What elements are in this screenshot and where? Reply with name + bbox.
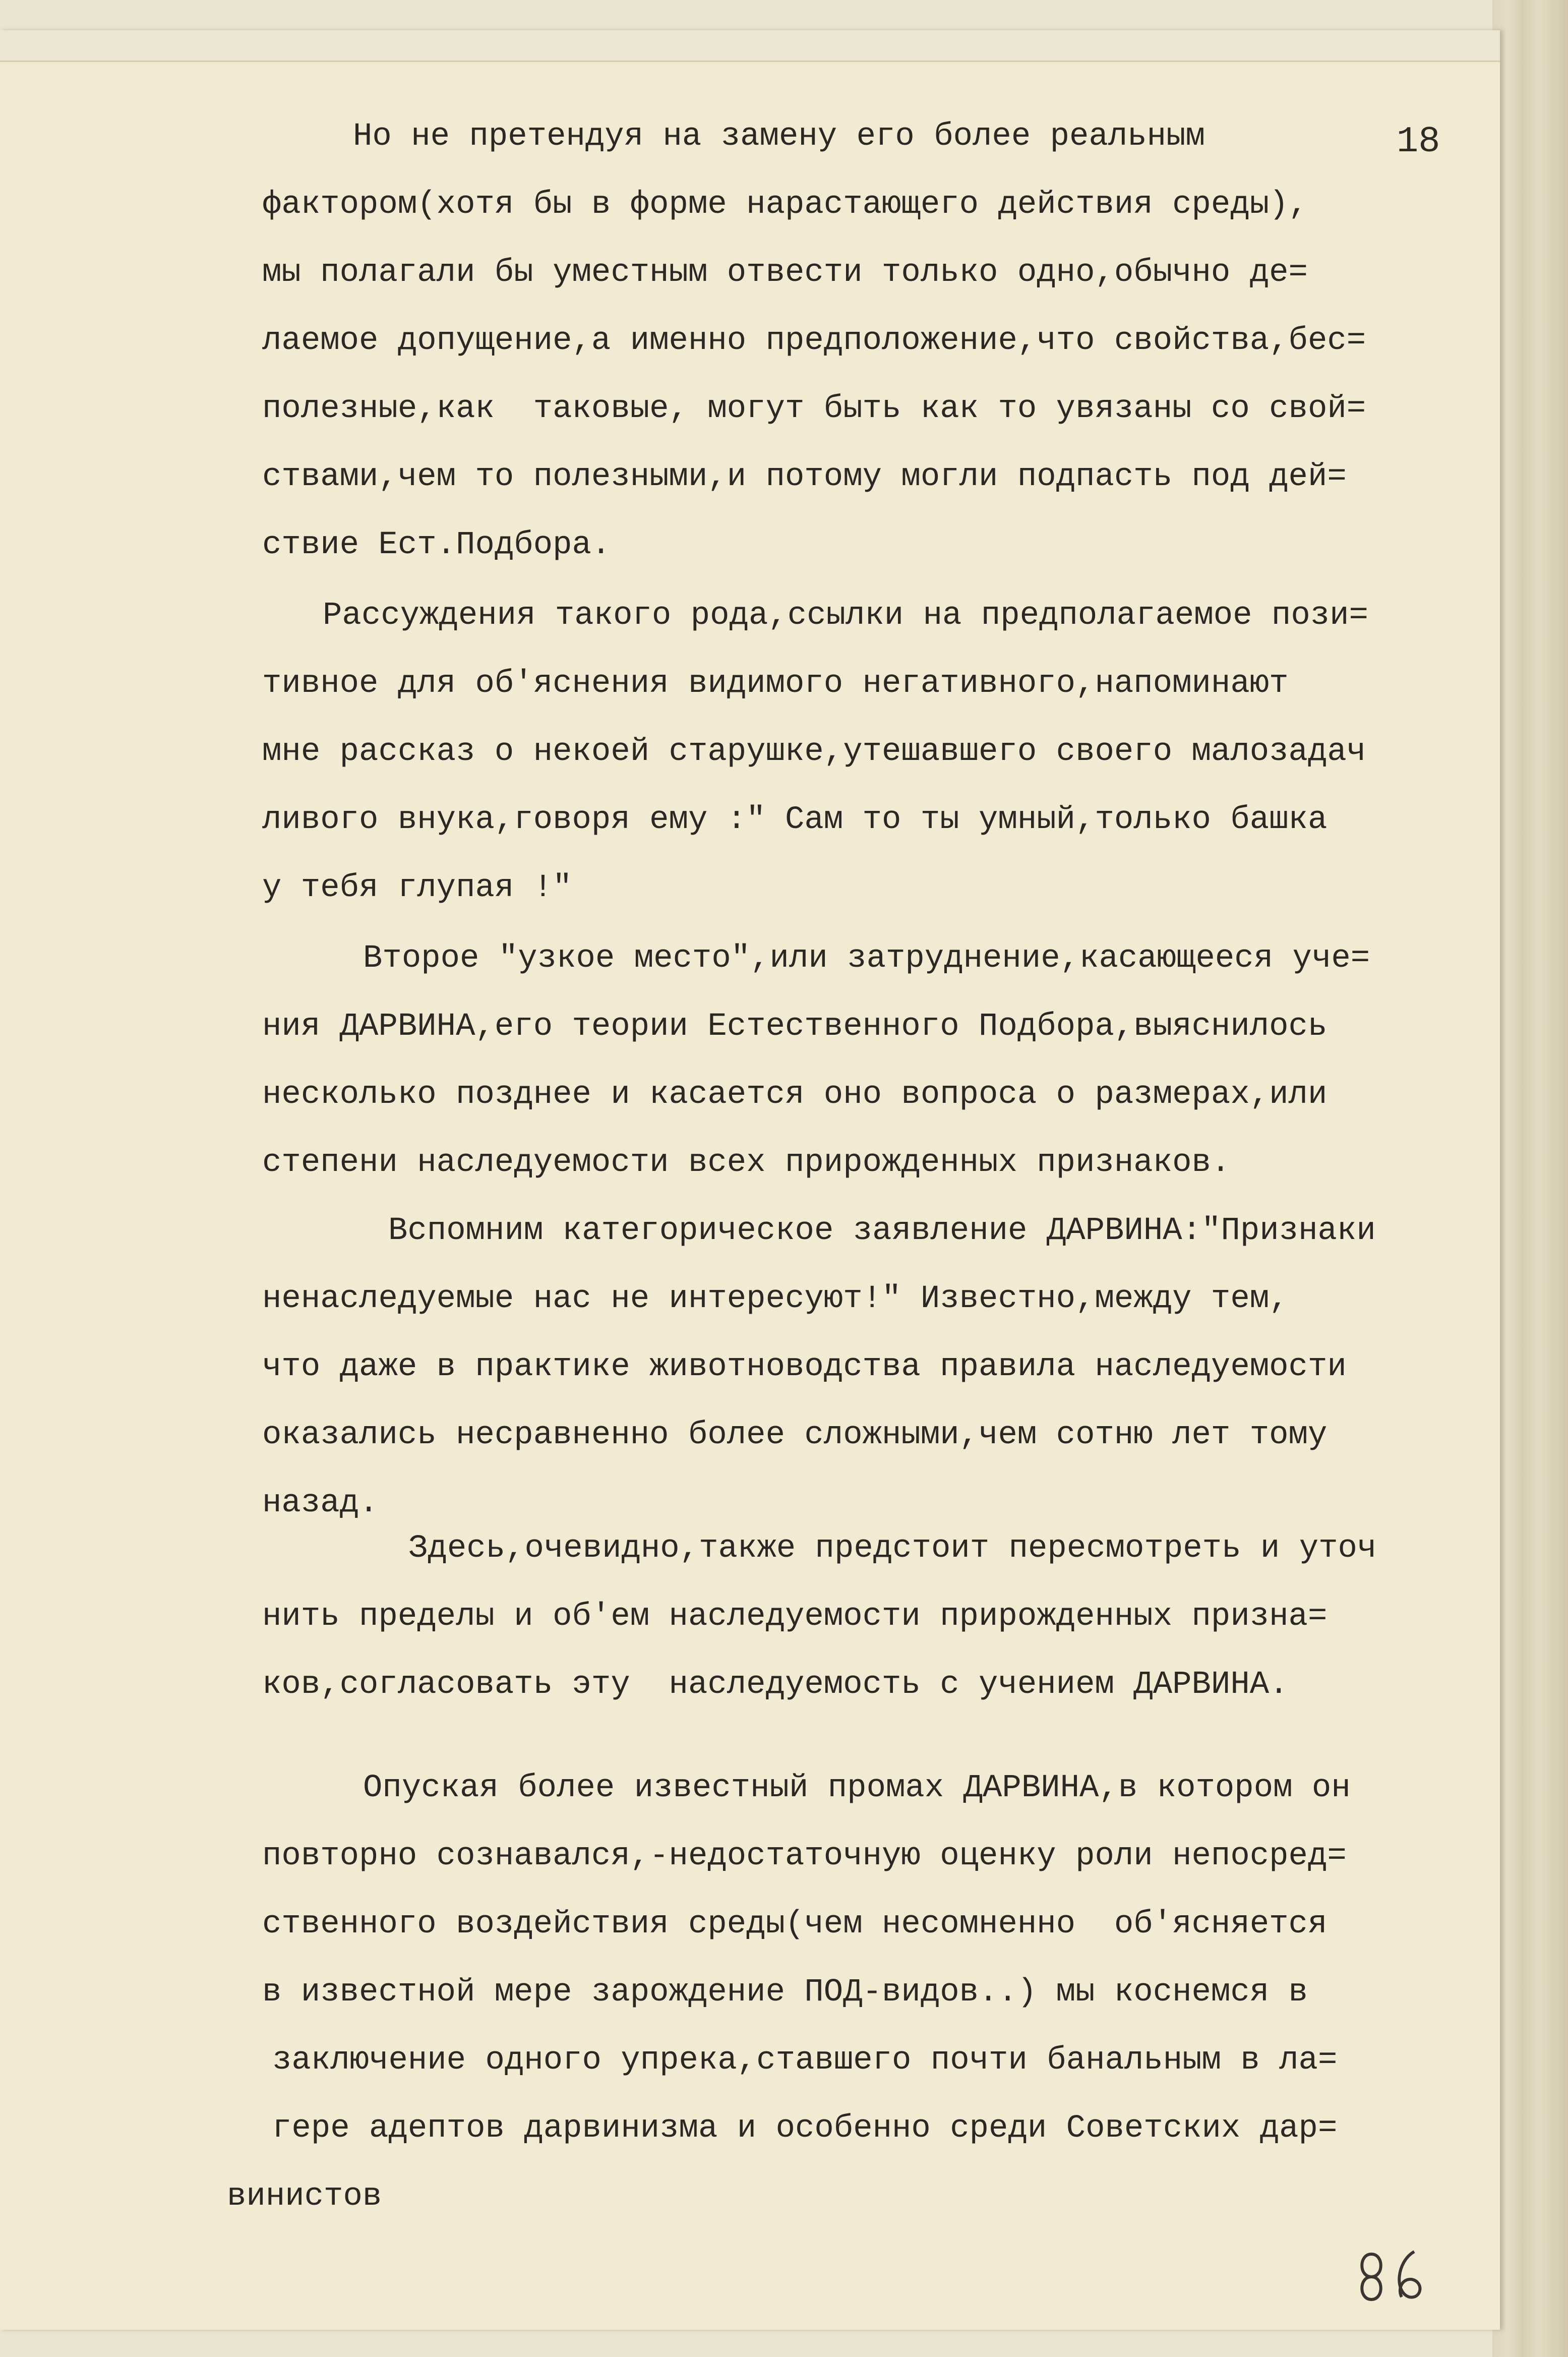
- text-line: мне рассказ о некоей старушке,утешавшего своего малозадач: [262, 734, 1366, 770]
- text-line: у тебя глупая !": [262, 870, 572, 906]
- text-line: Второе "узкое место",или затруднение,касающееся уче=: [363, 940, 1370, 977]
- text-line: тивное для об'яснения видимого негативного,напоминают: [262, 666, 1289, 702]
- text-line: ков,согласовать эту наследуемость с учением ДАРВИНА.: [262, 1667, 1289, 1703]
- text-line: ния ДАРВИНА,его теории Естественного Подбора,выяснилось: [262, 1009, 1328, 1045]
- text-line: лаемое допущение,а именно предположение,что свойства,бес=: [262, 323, 1366, 359]
- text-line: ствами,чем то полезными,и потому могли подпасть под дей=: [262, 459, 1347, 495]
- text-line: фактором(хотя бы в форме нарастающего действия среды),: [262, 187, 1308, 223]
- underlying-pages-edge: [1492, 0, 1568, 2357]
- text-line: ствие Ест.Подбора.: [262, 527, 611, 563]
- text-line: Здесь,очевидно,также предстоит пересмотреть и уточ: [408, 1530, 1377, 1567]
- text-line: назад.: [262, 1485, 379, 1521]
- archive-folio-handwritten: [1351, 2234, 1432, 2310]
- text-line: степени наследуемости всех прирожденных признаков.: [262, 1145, 1231, 1181]
- typewritten-page: [0, 30, 1500, 2330]
- text-line: в известной мере зарождение ПОД-видов..) мы коснемся в: [262, 1974, 1308, 2011]
- text-line: нить пределы и об'ем наследуемости прирожденных призна=: [262, 1599, 1328, 1635]
- text-line: гере адептов дарвинизма и особенно среди Советских дар=: [272, 2110, 1338, 2147]
- text-line: Но не претендуя на замену его более реальным: [353, 119, 1205, 155]
- page-number: 18: [1397, 121, 1440, 162]
- text-line: Рассуждения такого рода,ссылки на предполагаемое пози=: [323, 598, 1368, 634]
- text-line: мы полагали бы уместным отвести только одно,обычно де=: [262, 255, 1308, 291]
- text-line: винистов: [227, 2178, 382, 2215]
- text-line: несколько позднее и касается оно вопроса о размерах,или: [262, 1077, 1328, 1113]
- text-line: Вспомним категорическое заявление ДАРВИНА:"Признаки: [388, 1213, 1376, 1249]
- page-top-strip: [0, 30, 1500, 62]
- text-line: ливого внука,говоря ему :" Сам то ты умный,только башка: [262, 802, 1328, 838]
- text-line: полезные,как таковые, могут быть как то увязаны со свой=: [262, 391, 1366, 427]
- text-line: что даже в практике животноводства правила наследуемости: [262, 1349, 1347, 1385]
- text-line: ненаследуемые нас не интересуют!" Известно,между тем,: [262, 1281, 1289, 1317]
- text-line: оказались несравненно более сложными,чем сотню лет тому: [262, 1417, 1328, 1453]
- text-line: ственного воздействия среды(чем несомненно об'ясняется: [262, 1906, 1328, 1942]
- text-line: повторно сознавался,-недостаточную оценку роли непосред=: [262, 1838, 1347, 1874]
- text-line: Опуская более известный промах ДАРВИНА,в котором он: [363, 1770, 1351, 1806]
- text-line: заключение одного упрека,ставшего почти банальным в ла=: [272, 2042, 1338, 2079]
